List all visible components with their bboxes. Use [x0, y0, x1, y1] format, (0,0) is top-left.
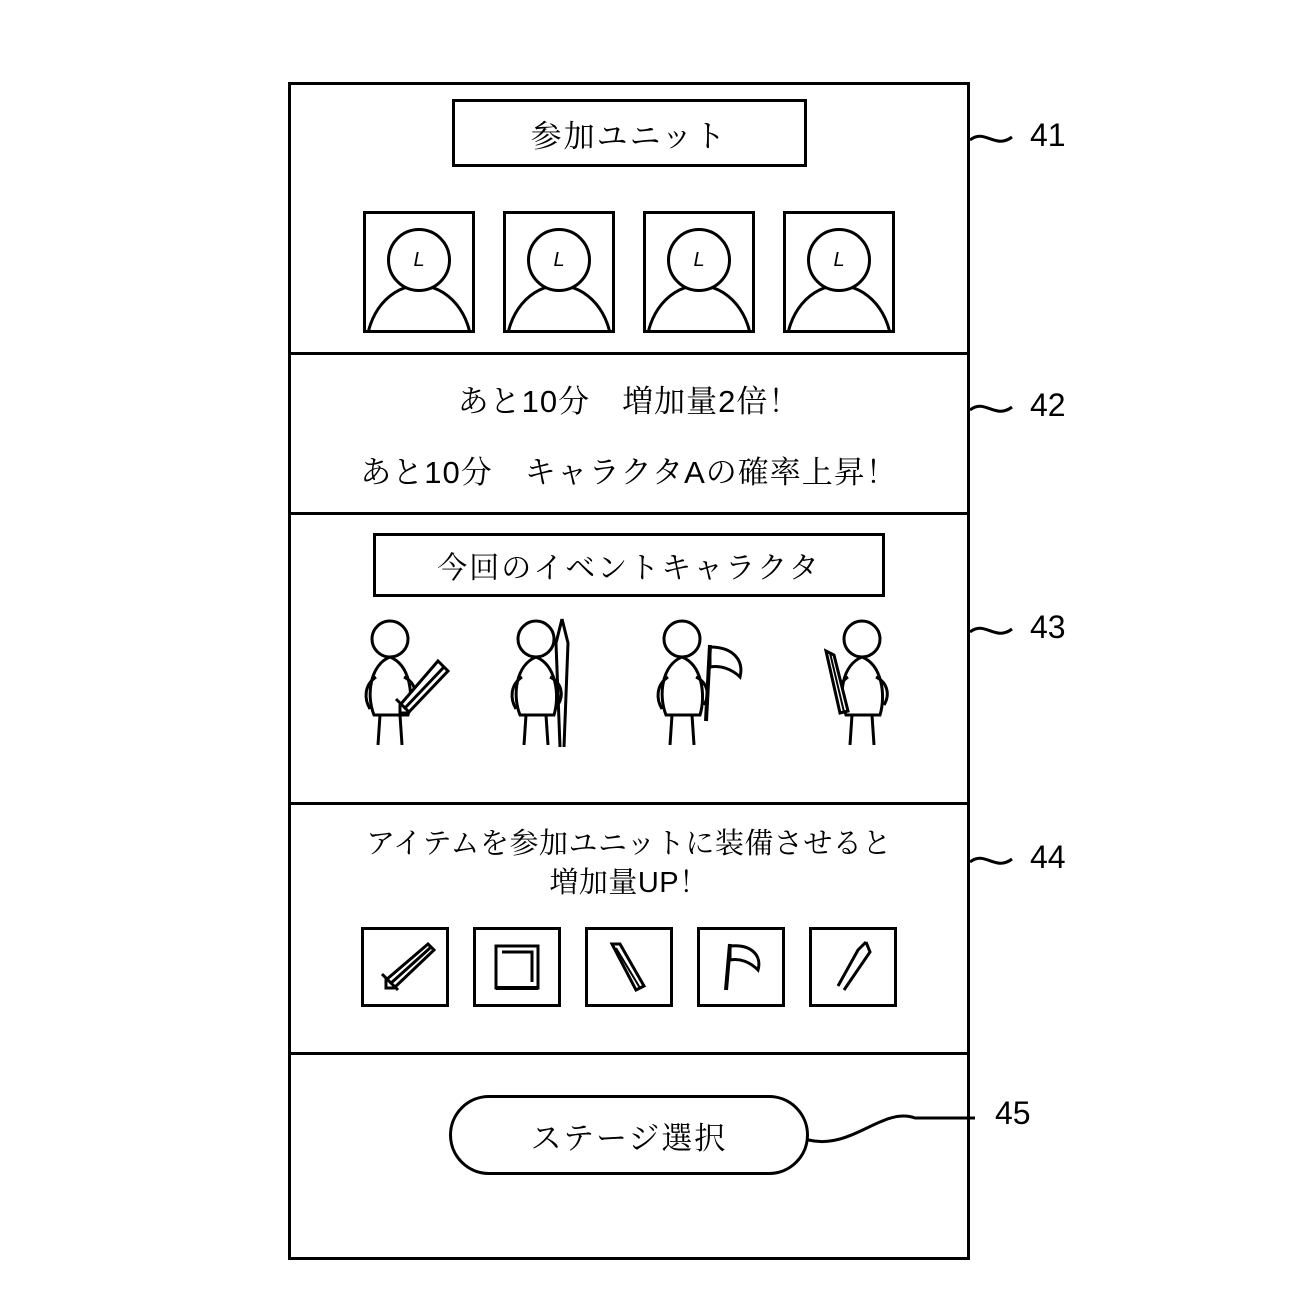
- event-character-sword[interactable]: [352, 617, 462, 757]
- notices-section: [291, 355, 967, 515]
- shield-item-icon: [482, 936, 552, 998]
- items-description-line1: アイテムを参加ユニットに装備させると: [366, 828, 892, 860]
- participating-units-title: 参加ユニット: [452, 99, 807, 167]
- callout-label-43: 43: [1030, 609, 1066, 645]
- callout-label-41: 41: [1030, 117, 1066, 153]
- item-list: [291, 927, 967, 1007]
- notice-character-rate-up: あと10分 キャラクタAの確率上昇！: [360, 454, 898, 490]
- item-slot-sword[interactable]: [361, 927, 449, 1007]
- event-character-dagger[interactable]: [796, 617, 906, 757]
- spear-character-icon: [500, 617, 610, 757]
- event-character-axe[interactable]: [648, 617, 758, 757]
- event-character-list: [291, 617, 967, 757]
- callout-label-44: 44: [1030, 839, 1066, 875]
- dagger-item-icon: [594, 936, 664, 998]
- callout-label-42: 42: [1030, 387, 1066, 423]
- sword-character-icon: [352, 617, 462, 757]
- event-characters-section: [291, 515, 967, 805]
- stage-select-button[interactable]: ステージ選択: [449, 1095, 809, 1175]
- notice-bonus-multiplier: あと10分 増加量2倍！: [457, 383, 801, 419]
- unit-list: [291, 211, 967, 333]
- item-slot-dagger[interactable]: [585, 927, 673, 1007]
- item-slot-spear[interactable]: [809, 927, 897, 1007]
- participating-units-section: [291, 85, 967, 355]
- items-section: [291, 805, 967, 1055]
- sword-item-icon: [370, 936, 440, 998]
- item-slot-shield[interactable]: [473, 927, 561, 1007]
- unit-slot[interactable]: [643, 211, 755, 333]
- callout-label-45: 45: [995, 1095, 1031, 1131]
- dagger-character-icon: [796, 617, 906, 757]
- event-characters-title: 今回のイベントキャラクタ: [373, 533, 885, 597]
- spear-item-icon: [818, 936, 888, 998]
- unit-avatar-head: L: [667, 228, 731, 292]
- game-screen-frame: [288, 82, 970, 1260]
- stage-select-section: [291, 1055, 967, 1257]
- unit-slot[interactable]: [783, 211, 895, 333]
- unit-avatar-head: L: [387, 228, 451, 292]
- unit-slot[interactable]: [503, 211, 615, 333]
- unit-slot[interactable]: [363, 211, 475, 333]
- axe-item-icon: [706, 936, 776, 998]
- unit-avatar-head: L: [807, 228, 871, 292]
- unit-avatar-head: L: [527, 228, 591, 292]
- event-character-spear[interactable]: [500, 617, 610, 757]
- item-slot-axe[interactable]: [697, 927, 785, 1007]
- items-description-line2: 増加量UP！: [549, 867, 709, 900]
- axe-character-icon: [648, 617, 758, 757]
